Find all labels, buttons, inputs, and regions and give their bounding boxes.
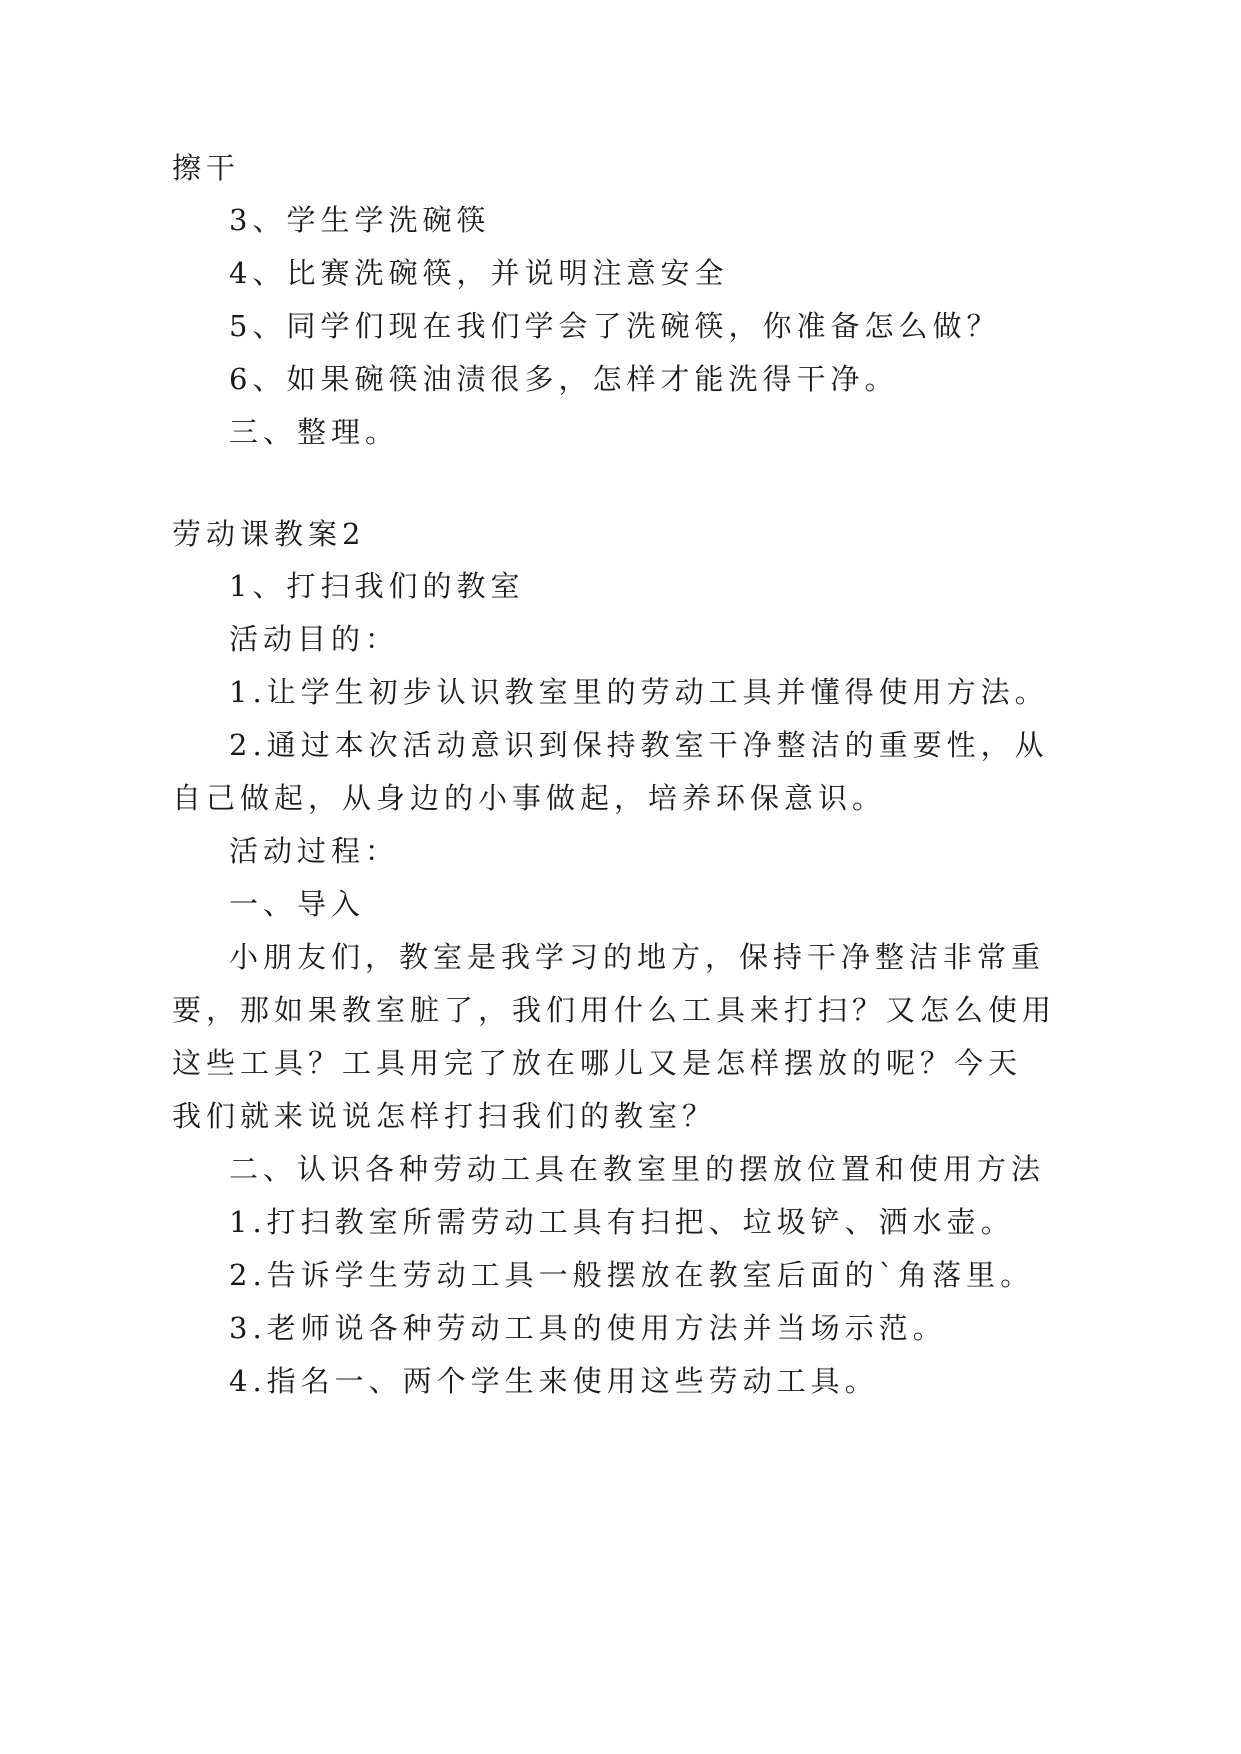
step-3: 3、学生学洗碗筷 — [229, 203, 491, 237]
heading-3-organize: 三、整理。 — [229, 415, 400, 449]
intro-paragraph-line-1: 小朋友们，教室是我学习的地方，保持干净整洁非常重 — [229, 940, 1046, 974]
step-6: 6、如果碗筷油渍很多，怎样才能洗得干净。 — [229, 362, 899, 396]
tools-item-3: 3.老师说各种劳动工具的使用方法并当场示范。 — [229, 1311, 947, 1345]
goal-item-2-line2: 自己做起，从身边的小事做起，培养环保意识。 — [172, 781, 887, 815]
intro-paragraph-line-4: 我们就来说说怎样打扫我们的教室？ — [172, 1099, 717, 1133]
goal-label: 活动目的： — [229, 622, 400, 656]
continuation-text: 擦干 — [172, 151, 241, 185]
tools-item-2: 2.告诉学生劳动工具一般摆放在教室后面的`角落里。 — [229, 1258, 1035, 1292]
intro-paragraph-line-2: 要，那如果教室脏了，我们用什么工具来打扫？又怎么使用 — [172, 993, 1057, 1027]
tools-item-4: 4.指名一、两个学生来使用这些劳动工具。 — [229, 1364, 879, 1398]
process-label: 活动过程： — [229, 834, 400, 868]
tools-item-1: 1.打扫教室所需劳动工具有扫把、垃圾铲、洒水壶。 — [229, 1205, 1015, 1239]
tools-heading: 二、认识各种劳动工具在教室里的摆放位置和使用方法 — [229, 1152, 1046, 1186]
section-subtitle: 1、打扫我们的教室 — [229, 569, 525, 603]
goal-item-1: 1.让学生初步认识教室里的劳动工具并懂得使用方法。 — [229, 675, 1049, 709]
intro-heading: 一、导入 — [229, 887, 366, 921]
step-4: 4、比赛洗碗筷，并说明注意安全 — [229, 256, 729, 290]
step-5: 5、同学们现在我们学会了洗碗筷，你准备怎么做？ — [229, 309, 1001, 343]
section-title: 劳动课教案2 — [172, 517, 366, 551]
goal-item-2-line1: 2.通过本次活动意识到保持教室干净整洁的重要性，从 — [229, 728, 1049, 762]
intro-paragraph-line-3: 这些工具？工具用完了放在哪儿又是怎样摆放的呢？今天 — [172, 1046, 1023, 1080]
